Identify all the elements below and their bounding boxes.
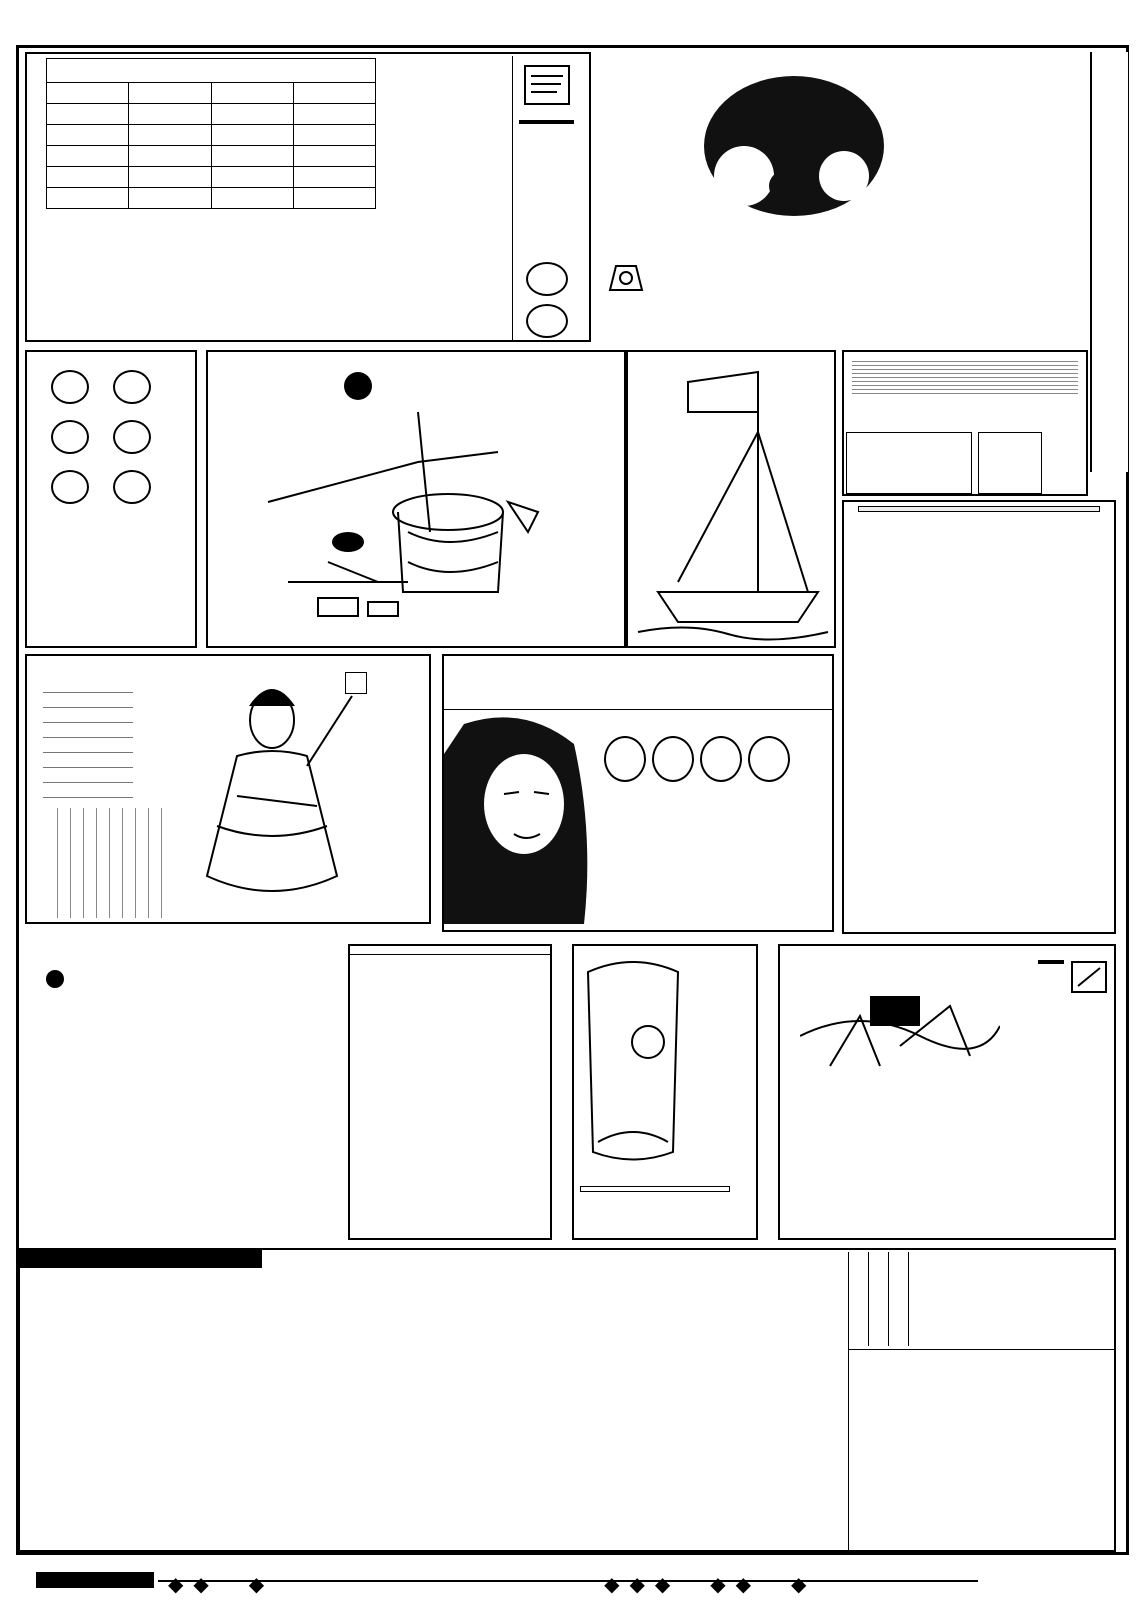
math-number: [700, 736, 742, 782]
blue-number: [113, 370, 151, 404]
rhyme-title: [350, 946, 550, 955]
lucky-color: [46, 952, 346, 1006]
catch-number: [526, 304, 568, 338]
color-wave-title: [27, 352, 195, 364]
illustration-box: [206, 350, 626, 648]
math-number: [748, 736, 790, 782]
sailboat-illustration: [628, 352, 834, 646]
stats-head-b: [869, 1252, 889, 1346]
catch-number: [526, 262, 568, 296]
stats-head-note: [909, 1252, 919, 1349]
notice-text: [80, 58, 504, 338]
catch-road-title: [519, 120, 574, 124]
black-ball-icon: [46, 970, 64, 988]
money-bag-icon: [602, 250, 650, 298]
rhyme-box: [348, 944, 552, 1240]
footer-diamonds: ◆◆ ◆ ◆◆◆ ◆◆ ◆: [168, 1572, 817, 1596]
guanyin-figure: [177, 676, 367, 916]
stats-head-c: [849, 1252, 869, 1346]
red-number: [113, 420, 151, 454]
wealth-god-figure: [578, 952, 688, 1172]
math-number: [604, 736, 646, 782]
times-fineprint: [852, 358, 1078, 394]
green-number: [51, 470, 89, 504]
trend-title: [858, 506, 1100, 512]
riddle-tag: [1038, 960, 1064, 964]
top-banner: [20, 4, 1130, 34]
stats-top: [919, 1252, 1116, 1349]
math-box: [442, 654, 834, 932]
cloud-logo: [674, 56, 914, 256]
guanyin-poem-lines: [45, 808, 165, 918]
woman-portrait: [444, 714, 594, 930]
results-section: [18, 1248, 1116, 1552]
hexagram-lines: [43, 678, 133, 798]
wealth-box: [572, 944, 758, 1240]
sail-box: [626, 350, 836, 648]
dot-grid: [266, 1252, 846, 1552]
color-wave-box: [25, 350, 197, 648]
guanyin-stamp: [345, 672, 367, 694]
results-title: [20, 1250, 262, 1268]
riddle-box: [778, 944, 1116, 1240]
footer-bar: [18, 1560, 1128, 1616]
red-number: [51, 420, 89, 454]
green-number: [113, 470, 151, 504]
right-strip: [1090, 52, 1128, 472]
blue-number: [51, 370, 89, 404]
catch-road: [512, 56, 580, 340]
scroll-icon: [521, 60, 573, 110]
lucky-section: [46, 952, 346, 1006]
wealth-footer: [580, 1186, 730, 1192]
math-number: [652, 736, 694, 782]
trend-box: [842, 500, 1116, 934]
barcode: [36, 1572, 154, 1588]
gazebo-icon: [1070, 960, 1108, 994]
guanyin-box: [25, 654, 431, 924]
times-big-number: [978, 432, 1042, 494]
masthead: [598, 52, 1060, 342]
stats-head-a: [889, 1252, 909, 1346]
times-box: [842, 350, 1088, 496]
mortar-illustration: [208, 352, 624, 646]
riddle-text: [840, 996, 1110, 1236]
